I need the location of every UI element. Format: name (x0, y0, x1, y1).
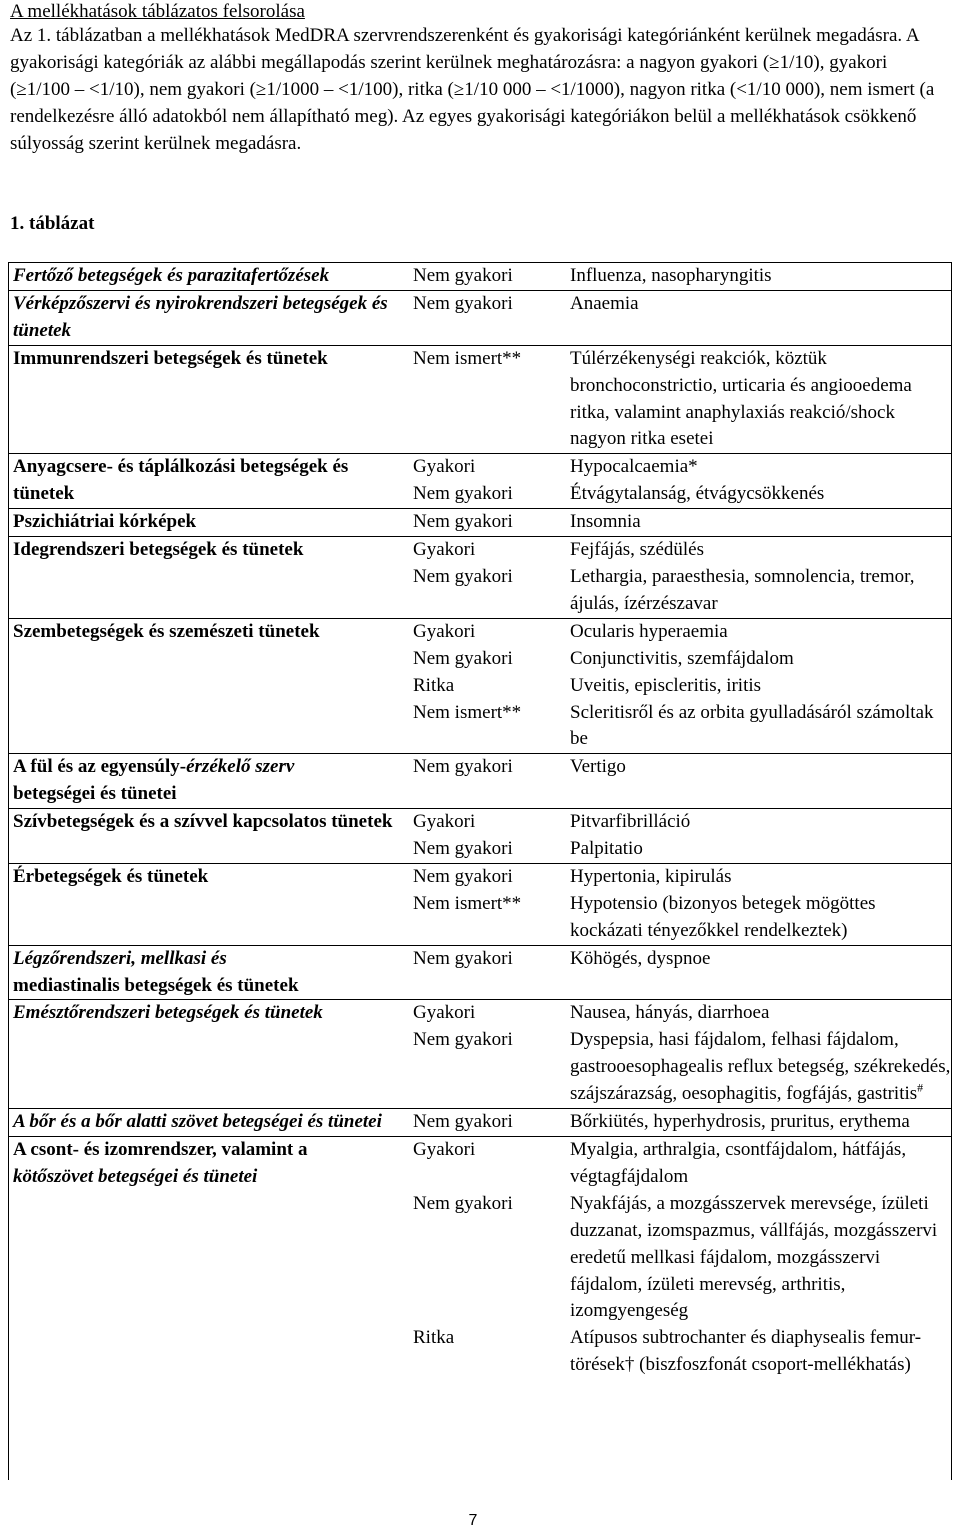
adverse-reactions-table (8, 262, 952, 1480)
soc-cell: Immunrendszeri betegségek és tünetek (9, 345, 409, 454)
soc-cell: Emésztőrendszeri betegségek és tünetek (9, 1000, 409, 1109)
frequency-cell: Nem gyakori (409, 945, 566, 1000)
table-row (9, 754, 951, 809)
frequency-cell: Gyakori Nem gyakori (409, 809, 566, 864)
frequency-cell: Nem gyakori Nem ismert** (409, 863, 566, 945)
page-number: 7 (468, 1512, 478, 1529)
table-row (9, 863, 951, 945)
frequency-cell: Gyakori Nem gyakori (409, 1000, 566, 1109)
table-title: 1. táblázat (10, 213, 95, 234)
effects-cell: Myalgia, arthralgia, csontfájdalom, hátfájás, végtagfájdalom Nyakfájás, a mozgásszervek merevsége, ízületi duzzanat, izomspazmus, vállfájás, mozgásszervi eredetű mellkasi fájdalom, mozgásszervi fájdalom, ízületi merevség, arthritis, izomgyengeség Atípusos subtrochanter és diaphysealis femur-törések† (biszfoszfonát csoport-mellékhatás) (570, 1139, 938, 1376)
soc-cell: Idegrendszeri betegségek és tünetek (9, 537, 409, 619)
table-row (9, 454, 951, 509)
soc-cell: Légzőrendszeri, mellkasi és mediastinalis betegségek és tünetek (9, 945, 409, 1000)
effects-cell: Hypertonia, kipirulás Hypotensio (bizonyos betegek mögöttes kockázati tényezőkkel rendelkeztek) (566, 863, 951, 945)
footnote-mark: # (917, 1080, 924, 1095)
table-row (9, 537, 951, 619)
section-heading (10, 0, 305, 24)
effects-cell: Ocularis hyperaemia Conjunctivitis, szemfájdalom Uveitis, episcleritis, iritis Scleritisről és az orbita gyulladásáról számoltak be (566, 618, 951, 754)
soc-cell: Vérképzőszervi és nyirokrendszeri betegségek és tünetek (9, 290, 409, 345)
soc-cell: A csont- és izomrendszer, valamint a kötőszövet betegségei és tünetei (13, 1139, 308, 1187)
effects-cell: Köhögés, dyspnoe (566, 945, 951, 1000)
frequency-cell: Nem ismert** (409, 345, 566, 454)
section-heading-text: A mellékhatások táblázatos felsorolása (10, 1, 305, 22)
frequency-cell: Nem gyakori (409, 263, 566, 290)
intro-paragraph: Az 1. táblázatban a mellékhatások MedDRA szervrendszerenként és gyakorisági kategóriánként kerülnek megadásra. A gyakorisági kategóriák az alábbi megállapodás szerint kerülnek meghatározásra: a nagyon gyakori (≥1/10), gyakori (≥1/100 – <1/10), nem gyakori (≥1/1000 – <1/100), ritka (≥1/10 000 – <1/1000), nagyon ritka (<1/10 000), nem ismert (a rendelkezésre álló adatokból nem állapítható meg). Az egyes gyakorisági kategóriákon belül a mellékhatások csökkenő súlyosság szerint kerülnek megadásra. (10, 25, 935, 154)
effects-cell: Vertigo (566, 754, 951, 809)
soc-cell: Érbetegségek és tünetek (9, 863, 409, 945)
table-row (9, 1000, 951, 1109)
frequency-cell: Gyakori Nem gyakori (409, 537, 566, 619)
effects-cell: Fejfájás, szédülés Lethargia, paraesthesia, somnolencia, tremor, ájulás, ízérzészavar (566, 537, 951, 619)
table-row (9, 290, 951, 345)
frequency-cell: Gyakori Nem gyakori Ritka Nem ismert** (409, 618, 566, 754)
soc-cell: Szívbetegségek és a szívvel kapcsolatos tünetek (9, 809, 409, 864)
frequency-cell: Nem gyakori (409, 1109, 566, 1137)
table-row (9, 1137, 951, 1380)
frequency-cell: Gyakori Nem gyakori (409, 454, 566, 509)
effects-cell: Insomnia (566, 509, 951, 537)
soc-cell: A bőr és a bőr alatti szövet betegségei és tünetei (9, 1109, 409, 1137)
table-row (9, 345, 951, 454)
table-row (9, 809, 951, 864)
effects-cell: Nausea, hányás, diarrhoea Dyspepsia, hasi fájdalom, felhasi fájdalom, gastrooesophagealis reflux betegség, székrekedés, szájszárazság, oesophagitis, fogfájás, gastritis# (566, 1000, 951, 1109)
frequency-cell: Nem gyakori (409, 754, 566, 809)
frequency-cell: Nem gyakori (409, 290, 566, 345)
table-row (9, 618, 951, 754)
effects-cell: Túlérzékenységi reakciók, köztük bronchoconstrictio, urticaria és angiooedema ritka, valamint anaphylaxiás reakció/shock nagyon ritka esetei (566, 345, 951, 454)
frequency-cell: Gyakori Nem gyakori Ritka (413, 1139, 513, 1349)
soc-cell: Szembetegségek és szemészeti tünetek (9, 618, 409, 754)
soc-cell: Fertőző betegségek és parazitafertőzések (9, 263, 409, 290)
effects-cell: Hypocalcaemia* Étvágytalanság, étvágycsökkenés (566, 454, 951, 509)
effects-cell: Influenza, nasopharyngitis (566, 263, 951, 290)
effects-cell: Bőrkiütés, hyperhydrosis, pruritus, erythema (566, 1109, 951, 1137)
table-row (9, 263, 951, 290)
table-row (9, 1109, 951, 1137)
effects-cell: Pitvarfibrilláció Palpitatio (566, 809, 951, 864)
table-row (9, 509, 951, 537)
frequency-cell: Nem gyakori (409, 509, 566, 537)
soc-cell: Pszichiátriai kórképek (9, 509, 409, 537)
soc-cell: A fül és az egyensúly-érzékelő szerv betegségei és tünetei (9, 754, 409, 809)
table-row (9, 945, 951, 1000)
effects-cell: Anaemia (566, 290, 951, 345)
soc-cell: Anyagcsere- és táplálkozási betegségek és tünetek (9, 454, 409, 509)
